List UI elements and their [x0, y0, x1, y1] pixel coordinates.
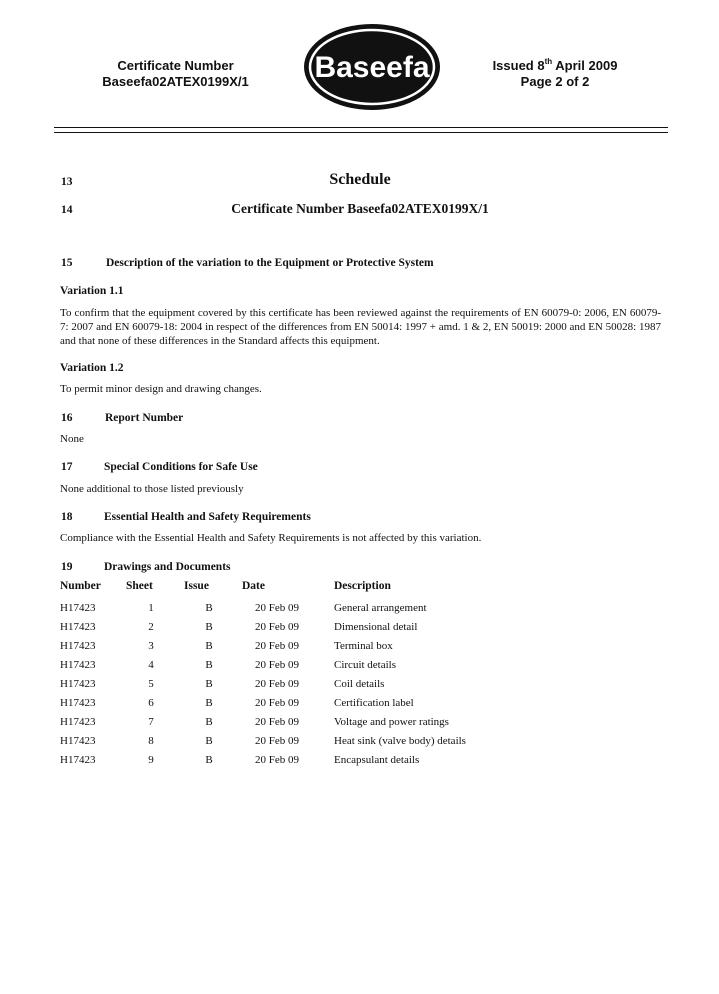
section-17-number: 17	[61, 461, 73, 473]
issued-date: Issued 8th April 2009	[492, 56, 618, 73]
cell-issue: B	[205, 754, 213, 766]
cell-description: Voltage and power ratings	[334, 716, 449, 728]
schedule-title: Schedule	[329, 171, 391, 188]
table-row	[56, 754, 528, 773]
cell-issue: B	[205, 621, 213, 633]
table-row	[56, 640, 528, 659]
cell-description: Certification label	[334, 697, 414, 709]
variation-1-1-title: Variation 1.1	[60, 285, 124, 297]
cell-number: H17423	[60, 735, 96, 747]
cell-description: Heat sink (valve body) details	[334, 735, 466, 747]
cell-sheet: 6	[148, 697, 154, 709]
cell-number: H17423	[60, 659, 96, 671]
cell-number: H17423	[60, 697, 96, 709]
table-row	[56, 697, 528, 716]
item-number-14: 14	[61, 204, 73, 216]
page-number: Page 2 of 2	[520, 74, 590, 89]
column-header-description: Description	[334, 580, 391, 592]
certificate-number: Baseefa02ATEX0199X/1	[102, 74, 249, 89]
table-row	[56, 716, 528, 735]
cell-number: H17423	[60, 678, 96, 690]
table-row	[56, 659, 528, 678]
cell-issue: B	[205, 602, 213, 614]
table-row	[56, 621, 528, 640]
cell-date: 20 Feb 09	[255, 621, 299, 633]
cell-issue: B	[205, 697, 213, 709]
cell-number: H17423	[60, 621, 96, 633]
cell-date: 20 Feb 09	[255, 716, 299, 728]
cell-date: 20 Feb 09	[255, 754, 299, 766]
section-18-number: 18	[61, 511, 73, 523]
section-16-text: None	[60, 433, 84, 445]
logo-text: Baseefa	[314, 51, 430, 84]
variation-1-2-title: Variation 1.2	[60, 362, 124, 374]
cell-description: Circuit details	[334, 659, 397, 671]
cell-issue: B	[205, 716, 213, 728]
cell-sheet: 9	[148, 754, 154, 766]
certificate-header	[88, 58, 263, 90]
cell-number: H17423	[60, 716, 96, 728]
certificate-label: Certificate Number	[117, 58, 234, 73]
cell-sheet: 3	[148, 640, 154, 652]
cell-issue: B	[205, 735, 213, 747]
cell-date: 20 Feb 09	[255, 659, 299, 671]
cell-description: Encapsulant details	[334, 754, 420, 766]
column-header-sheet: Sheet	[126, 580, 153, 592]
schedule-certificate-number: Certificate Number Baseefa02ATEX0199X/1	[231, 201, 489, 216]
cell-issue: B	[205, 640, 213, 652]
section-19-number: 19	[61, 561, 73, 573]
table-row	[56, 678, 528, 697]
cell-date: 20 Feb 09	[255, 602, 299, 614]
cell-number: H17423	[60, 754, 96, 766]
section-16-title: Report Number	[105, 412, 184, 424]
cell-date: 20 Feb 09	[255, 735, 299, 747]
item-number-13: 13	[61, 176, 73, 188]
table-row	[56, 735, 528, 754]
table-row	[56, 602, 528, 621]
section-19-title: Drawings and Documents	[104, 561, 231, 573]
cell-description: Dimensional detail	[334, 621, 418, 633]
cell-description: Coil details	[334, 678, 385, 690]
section-15-number: 15	[61, 257, 73, 269]
variation-1-2-text: To permit minor design and drawing changes.	[60, 383, 262, 395]
cell-date: 20 Feb 09	[255, 678, 299, 690]
issue-header	[480, 58, 630, 90]
section-15-title: Description of the variation to the Equipment or Protective System	[106, 257, 434, 269]
cell-date: 20 Feb 09	[255, 640, 299, 652]
cell-issue: B	[205, 659, 213, 671]
cell-issue: B	[205, 678, 213, 690]
baseefa-logo	[302, 22, 442, 112]
cell-sheet: 2	[148, 621, 154, 633]
section-17-title: Special Conditions for Safe Use	[104, 461, 258, 473]
cell-sheet: 4	[148, 659, 154, 671]
cell-description: General arrangement	[334, 602, 427, 614]
cell-sheet: 5	[148, 678, 154, 690]
column-header-date: Date	[242, 580, 265, 592]
cell-sheet: 7	[148, 716, 154, 728]
cell-sheet: 1	[148, 602, 154, 614]
section-17-text: None additional to those listed previously	[60, 483, 244, 495]
cell-number: H17423	[60, 640, 96, 652]
header-rule-top	[54, 127, 668, 128]
cell-number: H17423	[60, 602, 96, 614]
cell-sheet: 8	[148, 735, 154, 747]
drawings-table	[56, 580, 528, 773]
section-16-number: 16	[61, 412, 73, 424]
column-header-issue: Issue	[184, 580, 209, 592]
header-rule-bottom	[54, 132, 668, 133]
cell-description: Terminal box	[334, 640, 393, 652]
table-header-row	[56, 580, 528, 602]
section-18-text: Compliance with the Essential Health and Safety Requirements is not affected by this variation.	[60, 532, 482, 544]
cell-date: 20 Feb 09	[255, 697, 299, 709]
variation-1-1-text: To confirm that the equipment covered by this certificate has been reviewed against the requirements of EN 60079-0: 2006, EN 60079-7: 2007 and EN 60079-18: 2004 in respect of the differences from EN 50014: 1997 + amd. 1 & 2, EN 50019: 2000 and EN 50028: 1987 and that none of these differences in the Standard affects this equipment.	[60, 307, 661, 347]
column-header-number: Number	[60, 580, 101, 592]
section-18-title: Essential Health and Safety Requirements	[104, 511, 311, 523]
